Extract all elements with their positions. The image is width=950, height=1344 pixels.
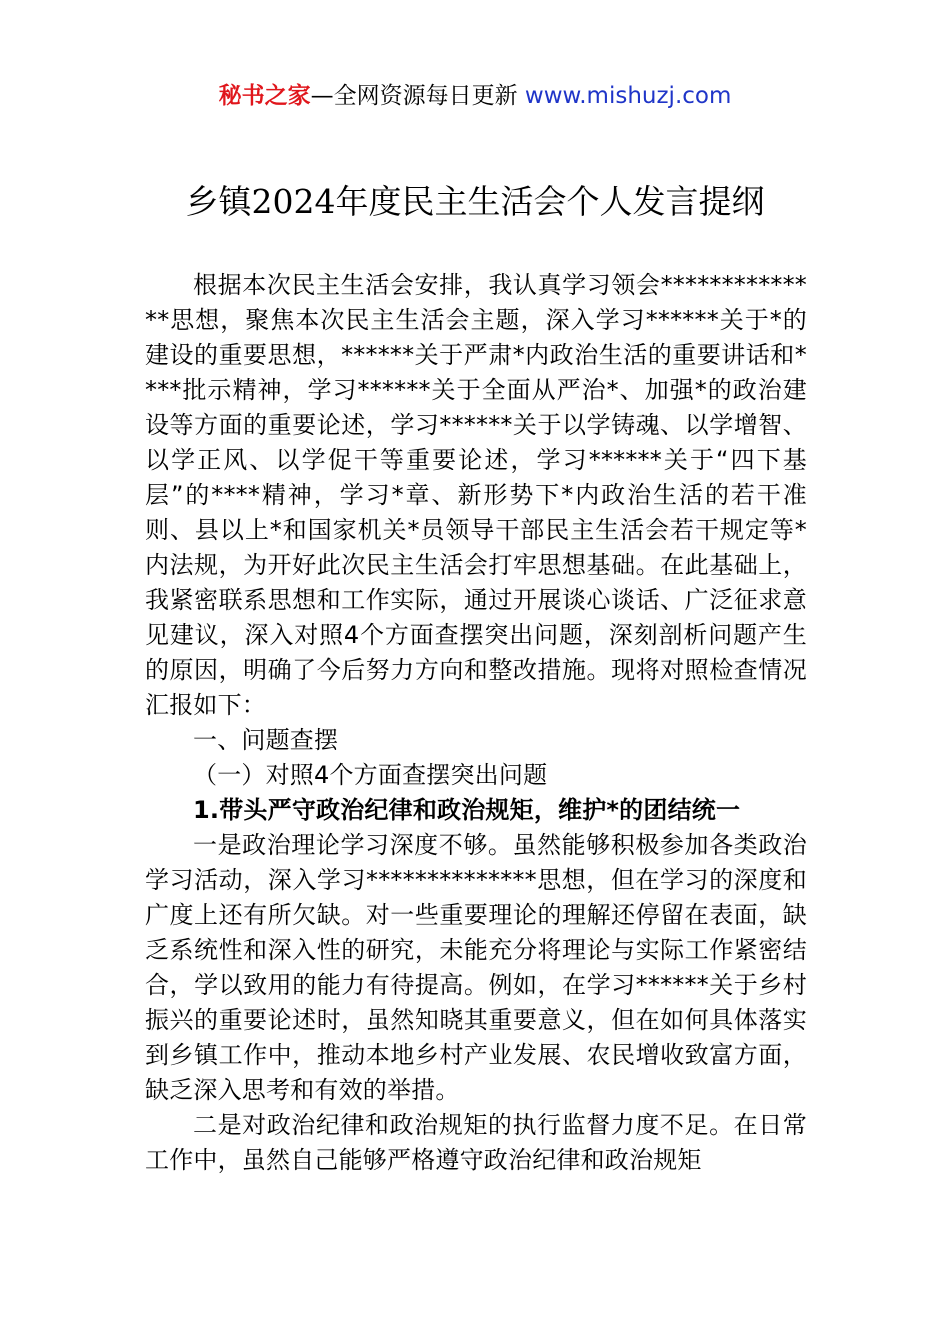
section-heading-1: 一、问题查摆 xyxy=(193,726,339,754)
site-tagline: —全网资源每日更新 xyxy=(310,83,525,109)
subsection-heading-1: （一）对照4个方面查摆突出问题 xyxy=(193,761,548,789)
site-url-link[interactable]: www.mishuzj.com xyxy=(524,83,732,109)
document-title: 乡镇2024年度民主生活会个人发言提纲 xyxy=(185,182,765,221)
document-body xyxy=(145,268,807,1178)
point-heading-1: 1.带头严守政治纪律和政治规矩，维护*的团结统一 xyxy=(193,796,741,824)
body-paragraph: 一是政治理论学习深度不够。虽然能够积极参加各类政治学习活动，深入学习**************思想，但在学习的深度和广度上还有所欠缺。对一些重要理论的理解还停留在表面，缺乏系统性和深入性的研究，未能充分将理论与实际工作紧密结合，学以致用的能力有待提高。例如，在学习******关于乡村振兴的重要论述时，虽然知晓其重要意义，但在如何具体落实到乡镇工作中，推动本地乡村产业发展、农民增收致富方面，缺乏深入思考和有效的举措。 xyxy=(145,831,807,1104)
site-header xyxy=(0,80,950,112)
intro-paragraph: 根据本次民主生活会安排，我认真学习领会**************思想，聚焦本次民主生活会主题，深入学习******关于*的建设的重要思想，******关于严肃*内政治生活的重要讲话和****批示精神，学习******关于全面从严治*、加强*的政治建设等方面的重要论述，学习******关于以学铸魂、以学增智、以学正风、以学促干等重要论述，学习******关于“四下基层”的****精神，学习*章、新形势下*内政治生活的若干准则、县以上*和国家机关*员领导干部民主生活会若干规定等*内法规，为开好此次民主生活会打牢思想基础。在此基础上，我紧密联系思想和工作实际，通过开展谈心谈话、广泛征求意见建议，深入对照4个方面查摆突出问题，深刻剖析问题产生的原因，明确了今后努力方向和整改措施。现将对照检查情况汇报如下： xyxy=(145,271,807,719)
site-brand: 秘书之家 xyxy=(218,83,311,109)
body-paragraph: 二是对政治纪律和政治规矩的执行监督力度不足。在日常工作中，虽然自己能够严格遵守政治纪律和政治规矩 xyxy=(145,1111,807,1174)
